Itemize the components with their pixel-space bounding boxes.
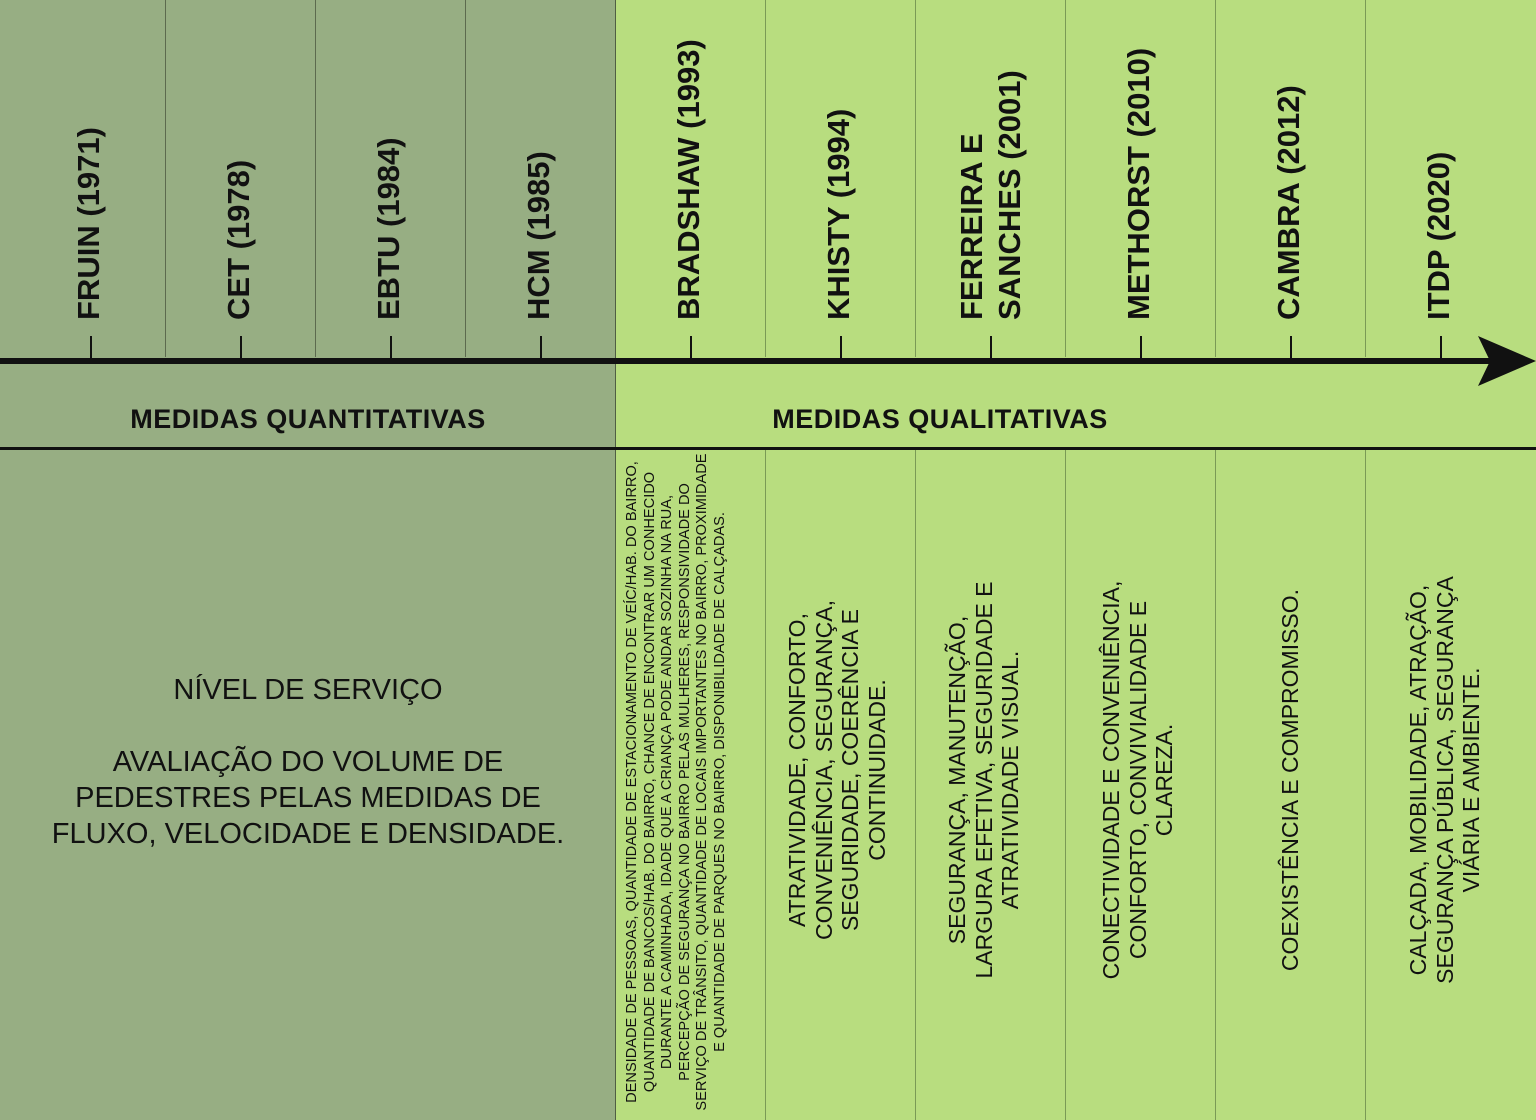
column-divider — [1215, 450, 1216, 1120]
qualitative-band — [616, 0, 1536, 1120]
column-divider — [1065, 0, 1066, 357]
quantitative-description-block — [50, 672, 566, 852]
quantitative-label: MEDIDAS QUANTITATIVAS — [130, 404, 486, 434]
author-ebtu: EBTU (1984) — [371, 137, 406, 320]
author-methorst: METHORST (2010) — [1121, 47, 1156, 320]
column-divider — [765, 0, 766, 357]
author-fruin: FRUIN (1971) — [71, 127, 106, 320]
quantitative-description: AVALIAÇÃO DO VOLUME DE PEDESTRES PELAS MEDIDAS DE FLUXO, VELOCIDADE E DENSIDADE. — [51, 746, 565, 850]
author-itdp: ITDP (2020) — [1421, 151, 1456, 320]
timeline-tick — [1140, 336, 1142, 362]
column-divider — [915, 450, 916, 1120]
timeline-axis — [0, 358, 1490, 364]
methorst-description: CONECTIVIDADE E CONVENIÊNCIA, CONFORTO, CONVIVIALIDADE E CLAREZA. — [1098, 580, 1177, 980]
timeline-tick — [540, 336, 542, 362]
column-divider — [915, 0, 916, 357]
column-divider — [1215, 0, 1216, 357]
column-divider — [1065, 450, 1066, 1120]
timeline-tick — [840, 336, 842, 362]
author-cet: CET (1978) — [221, 159, 256, 320]
author-hcm: HCM (1985) — [521, 151, 556, 320]
bradshaw-description: DENSIDADE DE PESSOAS, QUANTIDADE DE ESTACIONAMENTO DE VEÍC/HAB. DO BAIRRO, QUANTIDADE DE BANCOS/HAB. DO BAIRRO, CHANCE DE ENCONTRAR UM CONHECIDO DURANTE A CAMINHADA, IDADE QUE A CRIANÇA PODE ANDAR SOZINHA NA RUA, PERCEPÇÃO DE SEGURANÇA NO BAIRRO PELAS MULHERES, RESPONSIVIDADE DO SERVIÇO DE TRÂNSITO, QUANTIDADE DE LOCAIS IMPORTANTES NO BAIRRO, PROXIMIDADE E QUANTIDADE DE PARQUES NO BAIRRO, DISPONIBILIDADE DE CALÇADAS. — [624, 453, 728, 1111]
qualitative-label-text: MEDIDAS QUALITATIVAS — [772, 404, 1108, 434]
timeline-tick — [1290, 336, 1292, 362]
timeline-tick — [90, 336, 92, 362]
itdp-description: CALÇADA, MOBILIDADE, ATRAÇÃO, SEGURANÇA PÚBLICA, SEGURANÇA VIÁRIA E AMBIENTE. — [1405, 576, 1484, 984]
author-bradshaw: BRADSHAW (1993) — [671, 39, 706, 320]
column-divider — [1365, 0, 1366, 357]
qualitative-label — [616, 397, 1536, 441]
column-divider — [765, 450, 766, 1120]
khisty-description: ATRATIVIDADE, CONFORTO, CONVENIÊNCIA, SEGURANÇA, SEGURIDADE, COERÊNCIA E CONTINUIDADE. — [784, 600, 890, 940]
timeline-tick — [1440, 336, 1442, 362]
timeline-tick — [390, 336, 392, 362]
author-ferreira-line1: FERREIRA E — [954, 133, 989, 320]
column-divider — [315, 0, 316, 357]
author-ferreira-line2: SANCHES (2001) — [992, 70, 1027, 320]
column-divider — [1365, 450, 1366, 1120]
timeline-tick — [240, 336, 242, 362]
column-divider — [165, 0, 166, 357]
timeline-arrowhead — [1478, 336, 1536, 386]
section-divider — [615, 0, 616, 1120]
timeline-tick — [690, 336, 692, 362]
timeline-tick — [990, 336, 992, 362]
author-khisty: KHISTY (1994) — [821, 108, 856, 320]
quantitative-heading: NÍVEL DE SERVIÇO — [173, 674, 443, 706]
section-separator — [0, 447, 1536, 450]
cambra-description: COEXISTÊNCIA E COMPROMISSO. — [1277, 588, 1303, 972]
author-cambra: CAMBRA (2012) — [1271, 85, 1306, 320]
column-divider — [465, 0, 466, 357]
ferreira-description: SEGURANÇA, MANUTENÇÃO, LARGURA EFETIVA, SEGURIDADE E ATRATIVIDADE VISUAL. — [944, 581, 1023, 979]
